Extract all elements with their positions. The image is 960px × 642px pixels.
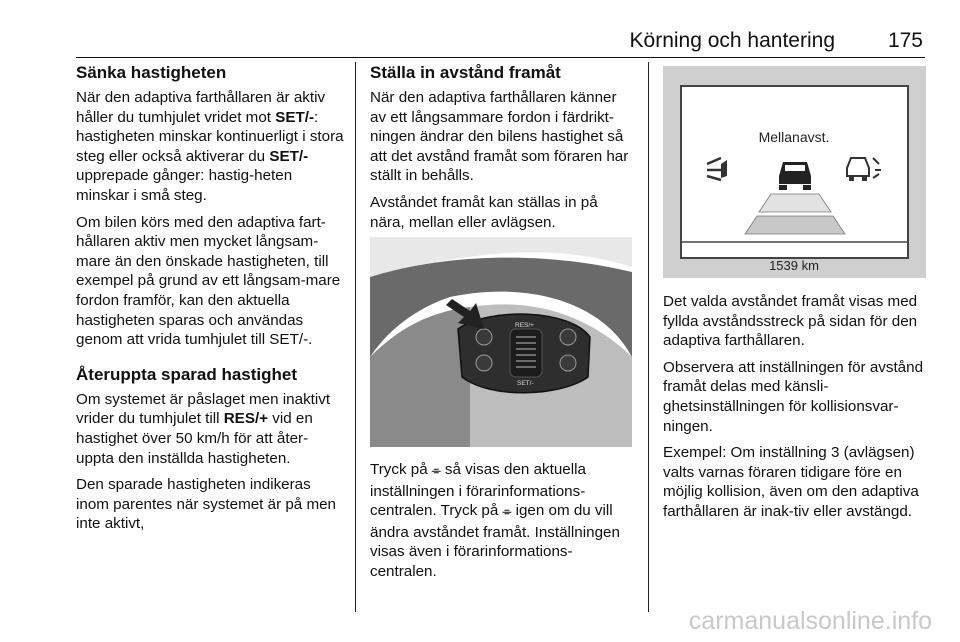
paragraph-stored-speed: Den sparade hastigheten indikeras inom parentes när systemet är på men inte aktivt,: [76, 476, 336, 533]
odometer-reading: 1539 km: [769, 258, 819, 273]
watermark: carmanualsonline.info: [688, 607, 932, 635]
paragraph-selected-distance: Det valda avståndet framåt visas med fyllda avståndsstreck på sidan för den adaptiva farthållaren.: [663, 293, 918, 350]
distance-label: Mellanavst.: [758, 129, 830, 145]
column-right: [663, 292, 927, 529]
column-divider: [648, 62, 649, 612]
steering-wheel-illustration: [370, 237, 632, 447]
heading-resume-speed: Återuppta sparad hastighet: [76, 364, 298, 384]
heading-lower-speed: Sänka hastigheten: [76, 63, 227, 82]
distance-button-icon: ⌯: [431, 465, 441, 477]
paragraph-press-button: Tryck på ⌯ så visas den aktuella inställningen i förarinformations-centralen. Tryck på ⌯ igen om du vill ändra avståndet framåt. Inställningen visas även i förarinformations-centralen.: [370, 461, 620, 580]
paragraph-resume: Om systemet är påslaget men inaktivt vrider du tumhjulet till RES/+ vid en hastighet över 50 km/h för att åter-uppta den inställda hastigheten.: [76, 390, 331, 467]
driver-info-display-illustration: [663, 66, 926, 278]
paragraph-lower-speed: När den adaptiva farthållaren är aktiv håller du tumhjulet vridet mot SET/-: hastigheten minskar kontinuerligt i stora steg eller också aktiverar du SET/- upprepade gånger: hastig-heten minskar i små steg.: [76, 89, 344, 204]
paragraph-example: Exempel: Om inställning 3 (avlägsen) valts varnas föraren tidigare före en möjlig kollision, även om den adaptiva farthållaren är inak-tiv eller avstängd.: [663, 444, 919, 520]
heading-set-distance: Ställa in avstånd framåt: [370, 63, 561, 82]
page-header: [76, 28, 925, 54]
chapter-title: Körning och hantering: [629, 29, 835, 52]
paragraph-save-speed: Om bilen körs med den adaptiva fart-hållaren aktiv men mycket långsam-mare än den önskade hastigheten, till exempel på grund av ett långsam-mare fordon framför, kan den aktuella hastigheten sparas och användas genom att vrida tumhjulet till SET/-.: [76, 213, 341, 349]
res-plus-label: RES/+: [223, 410, 269, 428]
set-minus-label: SET/-: [269, 147, 309, 165]
column-middle-bottom: [370, 460, 636, 589]
set-minus-label: SET/-: [275, 108, 315, 126]
res-plus-text: RES/+: [515, 322, 534, 329]
page-number: 175: [887, 29, 923, 52]
header-rule: [76, 57, 925, 58]
column-divider: [355, 62, 356, 612]
column-left: [76, 62, 346, 541]
paragraph-distance-options: Avståndet framåt kan ställas in på nära, mellan eller avlägsen.: [370, 193, 598, 231]
set-minus-text: SET/-: [517, 380, 534, 387]
distance-button-icon: ⌯: [502, 506, 512, 519]
column-middle: [370, 62, 636, 239]
paragraph-shared-setting: Observera att inställningen för avstånd framåt delas med känsli-ghetsinställningen för kollisionsvar-ningen.: [663, 358, 924, 435]
paragraph-distance-intro: När den adaptiva farthållaren känner av ett långsammare fordon i färdrikt-ningen ändrar den bilens hastighet så att det avstånd framåt som föraren har ställt in behålls.: [370, 89, 629, 185]
